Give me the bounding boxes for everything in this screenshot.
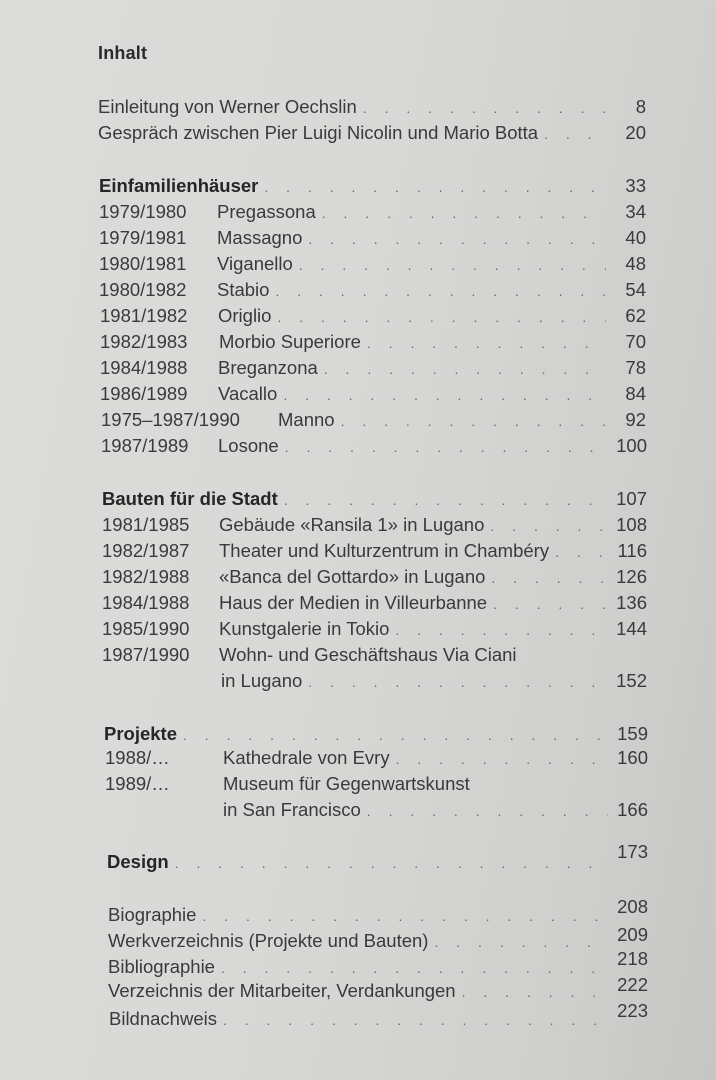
entry-label: Gebäude «Ransila 1» in Lugano <box>219 514 485 535</box>
leader-dots <box>490 514 607 538</box>
section-heading-einfamilienhaeuser[interactable] <box>99 174 646 198</box>
page-number: 54 <box>625 279 646 300</box>
entry-label: Bibliographie <box>108 956 215 977</box>
entry-label: Massagno <box>217 227 303 248</box>
leader-dots <box>491 566 607 590</box>
leader-dots <box>221 956 608 980</box>
toc-entry-werkverzeichnis[interactable] <box>108 924 648 953</box>
entry-date: 1984/1988 <box>100 357 188 378</box>
entry-label: Kathedrale von Evry <box>223 747 390 768</box>
toc-entry-mitarbeiter[interactable] <box>108 974 648 1003</box>
toc-entry[interactable] <box>99 200 646 224</box>
leader-dots <box>277 305 606 329</box>
page-number: 136 <box>616 592 647 613</box>
leader-dots <box>367 331 606 355</box>
entry-date: 1975–1987/1990 <box>101 409 240 430</box>
entry-label: Morbio Superiore <box>219 331 361 352</box>
entry-label: Bildnachweis <box>109 1008 217 1029</box>
toc-entry[interactable] <box>99 252 646 276</box>
entry-date: 1982/1987 <box>102 540 190 561</box>
page-number: 160 <box>617 747 648 768</box>
leader-dots <box>324 357 606 381</box>
entry-label: Breganzona <box>218 357 318 378</box>
page-number: 40 <box>625 227 646 248</box>
leader-dots <box>555 540 607 564</box>
toc-entry[interactable] <box>102 591 647 615</box>
toc-entry-bibliographie[interactable] <box>108 948 648 979</box>
toc-entry[interactable] <box>102 513 647 537</box>
section-heading-label: Design <box>107 851 169 872</box>
entry-label: Wohn- und Geschäftshaus Via Ciani <box>219 644 517 665</box>
entry-label: Biographie <box>108 904 197 925</box>
toc-entry[interactable] <box>101 408 646 432</box>
leader-dots <box>223 1008 608 1032</box>
leader-dots <box>275 279 606 303</box>
page-number: 108 <box>616 514 647 535</box>
page-number: 78 <box>625 357 646 378</box>
leader-dots <box>493 592 607 616</box>
entry-date: 1989/… <box>105 773 170 794</box>
entry-label: Einleitung von Werner Oechslin <box>98 96 357 117</box>
page-number: 223 <box>617 1000 648 1021</box>
leader-dots <box>462 980 608 1004</box>
toc-entry[interactable] <box>101 434 647 458</box>
leader-dots <box>285 435 607 459</box>
leader-dots <box>175 851 608 875</box>
page-number: 222 <box>617 974 648 995</box>
toc-entry-bildnachweis[interactable] <box>109 1000 648 1031</box>
page-number: 126 <box>616 566 647 587</box>
toc-entry[interactable] <box>100 382 646 406</box>
leader-dots <box>363 96 606 120</box>
entry-date: 1979/1981 <box>99 227 187 248</box>
leader-dots <box>283 383 606 407</box>
leader-dots <box>434 930 608 954</box>
leader-dots <box>183 723 608 747</box>
entry-date: 1981/1985 <box>102 514 190 535</box>
entry-label: Losone <box>218 435 279 456</box>
entry-label: Theater und Kulturzentrum in Chambéry <box>219 540 550 561</box>
leader-dots <box>367 799 608 823</box>
page-number: 144 <box>616 618 647 639</box>
page-number: 33 <box>625 175 646 196</box>
toc-entry[interactable] <box>99 226 646 250</box>
leader-dots <box>264 175 606 199</box>
toc-entry-multiline-first[interactable] <box>105 772 648 796</box>
toc-entry[interactable] <box>102 617 647 641</box>
toc-entry-einleitung[interactable] <box>98 95 646 119</box>
toc-entry-multiline-cont[interactable] <box>221 669 647 693</box>
page-number: 173 <box>617 841 648 862</box>
entry-label: Vacallo <box>218 383 278 404</box>
entry-date: 1985/1990 <box>102 618 190 639</box>
entry-date: 1986/1989 <box>100 383 188 404</box>
page-number: 166 <box>617 799 648 820</box>
toc-entry-multiline-first[interactable] <box>102 643 647 667</box>
page-number: 62 <box>625 305 646 326</box>
entry-date: 1981/1982 <box>100 305 188 326</box>
toc-entry[interactable] <box>100 304 646 328</box>
page-number: 208 <box>617 896 648 917</box>
leader-dots <box>395 618 607 642</box>
page-number: 20 <box>625 122 646 143</box>
entry-label: Kunstgalerie in Tokio <box>219 618 390 639</box>
page-number: 116 <box>617 540 647 561</box>
entry-label: Origlio <box>218 305 272 326</box>
entry-label: «Banca del Gottardo» in Lugano <box>219 566 486 587</box>
entry-label: Viganello <box>217 253 293 274</box>
page-number: 107 <box>616 488 647 509</box>
entry-date: 1980/1981 <box>99 253 187 274</box>
page-number: 159 <box>617 723 648 744</box>
toc-entry[interactable] <box>99 278 646 302</box>
page-number: 218 <box>617 948 648 969</box>
section-heading-bauten[interactable] <box>102 487 647 511</box>
entry-date: 1980/1982 <box>99 279 187 300</box>
toc-entry[interactable] <box>102 539 647 563</box>
page-number: 8 <box>635 96 646 117</box>
page-number: 84 <box>625 383 646 404</box>
leader-dots <box>544 122 606 146</box>
leader-dots <box>202 904 608 928</box>
toc-entry[interactable] <box>102 565 647 589</box>
entry-date: 1979/1980 <box>99 201 187 222</box>
leader-dots <box>308 670 607 694</box>
leader-dots <box>341 409 606 433</box>
toc-entry[interactable] <box>100 356 646 380</box>
entry-label: Werkverzeichnis (Projekte und Bauten) <box>108 930 429 951</box>
entry-date: 1988/… <box>105 747 170 768</box>
toc-entry[interactable] <box>105 746 648 770</box>
page-number: 70 <box>625 331 646 352</box>
section-heading-label: Bauten für die Stadt <box>102 488 278 509</box>
entry-date: 1987/1989 <box>101 435 189 456</box>
leader-dots <box>299 253 606 277</box>
page-number: 92 <box>625 409 646 430</box>
entry-label: Pregassona <box>217 201 316 222</box>
page-title: Inhalt <box>98 43 148 63</box>
section-heading-projekte[interactable] <box>104 722 648 746</box>
section-heading-design[interactable] <box>107 841 648 874</box>
page-number: 48 <box>625 253 646 274</box>
page-number: 209 <box>617 924 648 945</box>
entry-label-continued: in Lugano <box>221 670 303 691</box>
section-heading-label: Einfamilienhäuser <box>99 175 259 196</box>
leader-dots <box>396 747 608 771</box>
entry-label: Gespräch zwischen Pier Luigi Nicolin und Mario Botta <box>98 122 539 143</box>
page-number: 152 <box>616 670 647 691</box>
entry-date: 1982/1988 <box>102 566 190 587</box>
entry-label-continued: in San Francisco <box>223 799 361 820</box>
leader-dots <box>322 201 606 225</box>
entry-label: Verzeichnis der Mitarbeiter, Verdankungen <box>108 980 456 1001</box>
toc-entry-biographie[interactable] <box>108 896 648 927</box>
entry-label: Haus der Medien in Villeurbanne <box>219 592 488 613</box>
entry-label: Manno <box>278 409 335 430</box>
page-number: 100 <box>616 435 647 456</box>
page-number: 34 <box>625 201 646 222</box>
section-heading-label: Projekte <box>104 723 178 744</box>
entry-label: Museum für Gegenwartskunst <box>223 773 470 794</box>
leader-dots <box>308 227 606 251</box>
entry-date: 1982/1983 <box>100 331 188 352</box>
toc-entry-gespraech[interactable] <box>98 121 646 145</box>
toc-entry-multiline-cont[interactable] <box>223 798 648 822</box>
toc-entry[interactable] <box>100 330 646 354</box>
entry-date: 1984/1988 <box>102 592 190 613</box>
entry-date: 1987/1990 <box>102 644 190 665</box>
entry-label: Stabio <box>217 279 270 300</box>
leader-dots <box>284 488 607 512</box>
